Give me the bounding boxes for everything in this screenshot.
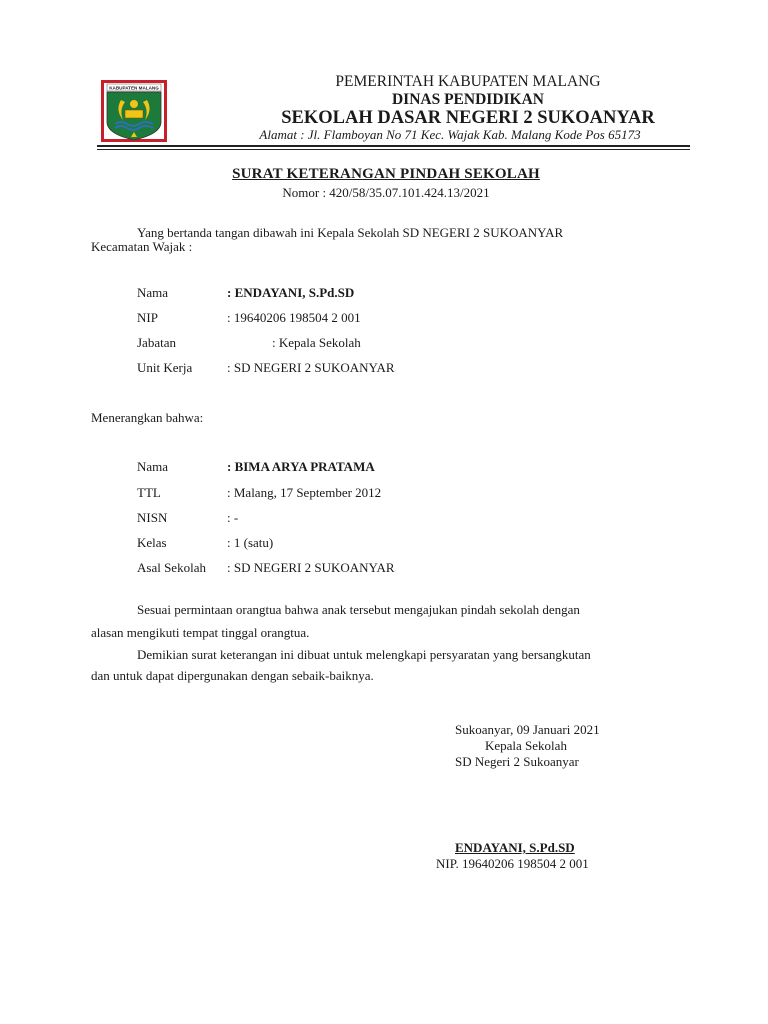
field-label: Asal Sekolah xyxy=(137,560,206,575)
field-value: : 19640206 198504 2 001 xyxy=(227,310,361,325)
field-label: TTL xyxy=(137,485,161,500)
field-label: NIP xyxy=(137,310,158,325)
field-label: Unit Kerja xyxy=(137,360,193,375)
signature-school: SD Negeri 2 Sukoanyar xyxy=(455,754,579,769)
body-paragraph-2-line-2: dan untuk dapat dipergunakan dengan sebaik-baiknya. xyxy=(91,668,374,683)
intro-line-1: Yang bertanda tangan dibawah ini Kepala Sekolah SD NEGERI 2 SUKOANYAR xyxy=(137,225,564,240)
signature-name: ENDAYANI, S.Pd.SD xyxy=(455,840,575,855)
field-value: : ENDAYANI, S.Pd.SD xyxy=(227,285,355,300)
kabupaten-malang-emblem-icon xyxy=(101,80,167,142)
signature-position: Kepala Sekolah xyxy=(485,738,567,753)
field-value: : 1 (satu) xyxy=(227,535,274,550)
header-divider-thin xyxy=(97,149,690,150)
states-text: Menerangkan bahwa: xyxy=(91,410,204,425)
field-value: : - xyxy=(227,510,239,525)
field-label: Kelas xyxy=(137,535,167,550)
header-divider-thick xyxy=(97,145,690,147)
field-value: : SD NEGERI 2 SUKOANYAR xyxy=(227,560,395,575)
letter-title: SURAT KETERANGAN PINDAH SEKOLAH xyxy=(232,166,540,182)
letter-number: Nomor : 420/58/35.07.101.424.13/2021 xyxy=(282,185,490,200)
header-school-name: SEKOLAH DASAR NEGERI 2 SUKOANYAR xyxy=(281,108,655,128)
field-value: : SD NEGERI 2 SUKOANYAR xyxy=(227,360,395,375)
body-paragraph-1-line-1: Sesuai permintaan orangtua bahwa anak tersebut mengajukan pindah sekolah dengan xyxy=(137,602,580,617)
field-label: NISN xyxy=(137,510,168,525)
field-label: Nama xyxy=(137,285,169,300)
field-value: : Kepala Sekolah xyxy=(272,335,361,350)
body-paragraph-1-line-2: alasan mengikuti tempat tinggal orangtua. xyxy=(91,625,310,640)
signature-nip: NIP. 19640206 198504 2 001 xyxy=(436,856,589,871)
intro-line-2: Kecamatan Wajak : xyxy=(91,239,193,254)
field-label: Nama xyxy=(137,459,169,474)
signature-place-date: Sukoanyar, 09 Januari 2021 xyxy=(455,722,600,737)
svg-text:KABUPATEN MALANG: KABUPATEN MALANG xyxy=(109,85,159,91)
field-label: Jabatan xyxy=(137,335,176,350)
header-department: DINAS PENDIDIKAN xyxy=(391,91,544,108)
body-paragraph-2-line-1: Demikian surat keterangan ini dibuat untuk melengkapi persyaratan yang bersangkutan xyxy=(137,647,591,662)
field-value: : Malang, 17 September 2012 xyxy=(227,485,382,500)
field-value: : BIMA ARYA PRATAMA xyxy=(227,459,375,474)
header-government: PEMERINTAH KABUPATEN MALANG xyxy=(335,73,601,90)
header-address: Alamat : Jl. Flamboyan No 71 Kec. Wajak Kab. Malang Kode Pos 65173 xyxy=(259,127,641,142)
